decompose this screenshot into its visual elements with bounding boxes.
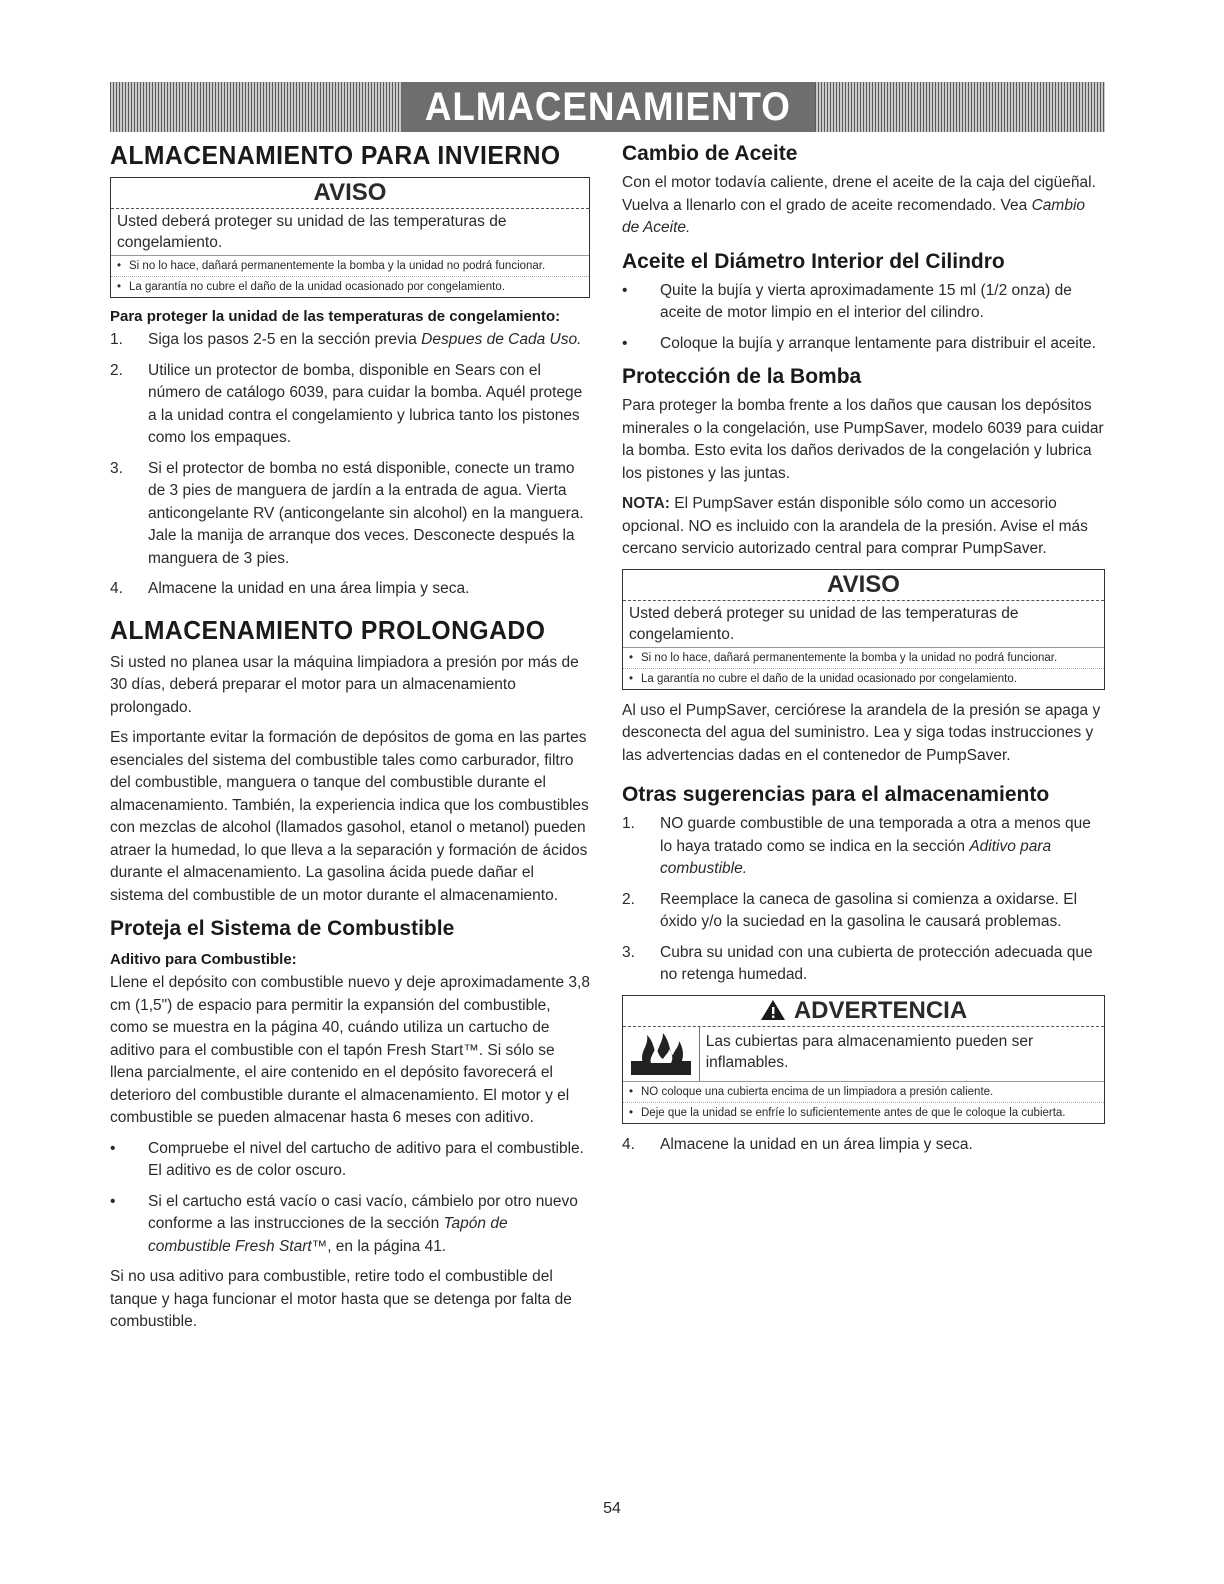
- notice-item: • Si no lo hace, dañará permanentemente la bomba y la unidad no podrá funcionar.: [623, 648, 1104, 669]
- list-item: • Coloque la bujía y arranque lentamente para distribuir el aceite.: [622, 334, 1096, 352]
- notice-title: AVISO: [111, 178, 589, 209]
- note-paragraph: NOTA: El PumpSaver están disponible sólo como un accesorio opcional. NO es incluido con la arandela de la presión. Avise el más cercano servicio autorizado central para comprar PumpSaver.: [622, 495, 1088, 557]
- right-column: [622, 140, 1105, 1164]
- warning-item: • NO coloque una cubierta encima de un limpiadora a presión caliente.: [623, 1082, 1104, 1103]
- list-item: 3. Cubra su unidad con una cubierta de protección adecuada que no retenga humedad.: [622, 943, 1093, 983]
- notice-item: • Si no lo hace, dañará permanentemente la bomba y la unidad no podrá funcionar.: [111, 256, 589, 277]
- heading-pump-protection: Protección de la Bomba: [622, 365, 862, 388]
- warning-row: [623, 1027, 1104, 1082]
- list-item: 2. Utilice un protector de bomba, disponible en Sears con el número de catálogo 6039, para cuidar la bomba. Aquél protege a la unidad contra el congelamiento y lubrica tanto los pistones como los empaques.: [110, 361, 583, 446]
- list-item: • Si el cartucho está vacío o casi vacío, cámbielo por otro nuevo conforme a las instrucciones de la sección Tapón de combustible Fresh Start™, en la página 41.: [110, 1192, 578, 1255]
- list-item: • Compruebe el nivel del cartucho de aditivo para el combustible. El aditivo es de color oscuro.: [110, 1139, 584, 1179]
- heading-cylinder: Aceite el Diámetro Interior del Cilindro: [622, 249, 1005, 273]
- paragraph: Si no usa aditivo para combustible, retire todo el combustible del tanque y haga funcionar el motor hasta que se detenga por falta de combustible.: [110, 1268, 572, 1330]
- cylinder-bullets: [622, 280, 1105, 356]
- warning-box: [622, 995, 1105, 1124]
- list-item: 1. Siga los pasos 2-5 en la sección previa Despues de Cada Uso.: [110, 331, 582, 348]
- left-column: [110, 140, 590, 1342]
- paragraph: Llene el depósito con combustible nuevo y deje aproximadamente 3,8 cm (1,5") de espacio para permitir la expansión del combustible, como se muestra en la página 40, cuándo utiliza un cartucho de aditivo para el combustible con el tapón Fresh Start™. Si sólo se llena parcialmente, el aire contenido en el depósito favorecerá el deterioro del combustible durante el almacenamiento. El motor y el combustible se pueden almacenar hasta 6 meses con aditivo.: [110, 974, 590, 1126]
- banner-title: ALMACENAMIENTO: [401, 82, 815, 132]
- heading-other-tips: Otras sugerencias para el almacenamiento: [622, 783, 1050, 806]
- notice-item: • La garantía no cubre el daño de la unidad ocasionado por congelamiento.: [623, 669, 1104, 689]
- warning-triangle-icon: [760, 999, 786, 1021]
- heading-protect-freezing: Para proteger la unidad de las temperaturas de congelamiento:: [110, 308, 561, 325]
- paragraph: Para proteger la bomba frente a los daños que causan los depósitos minerales o la congelación, use PumpSaver, modelo 6039 para cuidar la bomba. Esto evita los daños derivados de la congelación y lubrica los pistones y las juntas.: [622, 397, 1104, 482]
- additive-bullets: [110, 1138, 590, 1259]
- list-item: 4. Almacene la unidad en una área limpia y seca.: [110, 580, 470, 597]
- fire-icon: [623, 1027, 700, 1081]
- list-item: 2. Reemplace la caneca de gasolina si comienza a oxidarse. El óxido y/o la suciedad en la gasolina le causará problemas.: [622, 890, 1078, 930]
- notice-box-1: [110, 177, 590, 298]
- warning-item: • Deje que la unidad se enfríe lo suficientemente antes de que le coloque la cubierta.: [623, 1103, 1104, 1123]
- list-item: 4. Almacene la unidad en un área limpia y seca.: [622, 1135, 973, 1153]
- paragraph: Al uso el PumpSaver, cerciórese la arandela de la presión se apaga y desconecta del agua del suministro. Lea y siga todas instrucciones y las advertencias dadas en el contenedor de PumpSaver.: [622, 701, 1101, 764]
- list-item: 1. NO guarde combustible de una temporada a otra a menos que lo haya tratado como se indica en la sección Aditivo para combustible.: [622, 815, 1091, 877]
- list-item: • Quite la bujía y vierta aproximadamente 15 ml (1/2 onza) de aceite de motor limpio en el interior del cilindro.: [622, 281, 1072, 321]
- heading-fuel-additive: Aditivo para Combustible:: [110, 951, 297, 968]
- section-banner: [110, 82, 1105, 132]
- notice-box-2: [622, 569, 1105, 690]
- heading-winter-storage: ALMACENAMIENTO PARA INVIERNO: [110, 140, 561, 170]
- notice-lead: Usted deberá proteger su unidad de las temperaturas de congelamiento.: [623, 601, 1104, 648]
- page-number: 54: [603, 1500, 621, 1517]
- final-step: [622, 1134, 1105, 1157]
- heading-oil-change: Cambio de Aceite: [622, 142, 798, 165]
- heading-long-storage: ALMACENAMIENTO PROLONGADO: [110, 614, 546, 645]
- paragraph: Con el motor todavía caliente, drene el aceite de la caja del cigüeñal. Vuelva a llenarlo con el grado de aceite recomendado. Vea Cambio de Aceite.: [622, 174, 1096, 236]
- notice-lead: Usted deberá proteger su unidad de las temperaturas de congelamiento.: [111, 209, 589, 256]
- paragraph: Es importante evitar la formación de depósitos de goma en las partes esenciales del sistema del combustible tales como carburador, filtro del combustible, manguera o tanque del combustible durante el almacenamiento. También, la experiencia indica que los combustibles con mezclas de alcohol (llamados gasohol, etanol o metanol) pueden atraer la humedad, lo que lleva a la separación y formación de ácidos durante el almacenamiento. La gasolina ácida puede dañar el sistema del combustible de un motor durante el almacenamiento.: [110, 729, 589, 904]
- winter-steps: [110, 329, 590, 601]
- heading-fuel-system: Proteja el Sistema de Combustible: [110, 917, 455, 940]
- notice-item: • La garantía no cubre el daño de la unidad ocasionado por congelamiento.: [111, 277, 589, 297]
- list-item: 3. Si el protector de bomba no está disponible, conecte un tramo de 3 pies de manguera de jardín a la entrada de agua. Vierta anticongelante RV (anticongelante sin alcohol) en la manguera. Jale la manija de arranque dos veces. Desconecte después la manguera de 3 pies.: [110, 459, 584, 567]
- warning-lead: Las cubiertas para almacenamiento pueden ser inflamables.: [705, 1032, 1034, 1071]
- notice-title: AVISO: [623, 570, 1104, 601]
- warning-title: ADVERTENCIA: [623, 996, 1104, 1027]
- other-steps: [622, 813, 1105, 987]
- paragraph: Si usted no planea usar la máquina limpiadora a presión por más de 30 días, deberá preparar el motor para un almacenamiento prolongado.: [110, 653, 579, 716]
